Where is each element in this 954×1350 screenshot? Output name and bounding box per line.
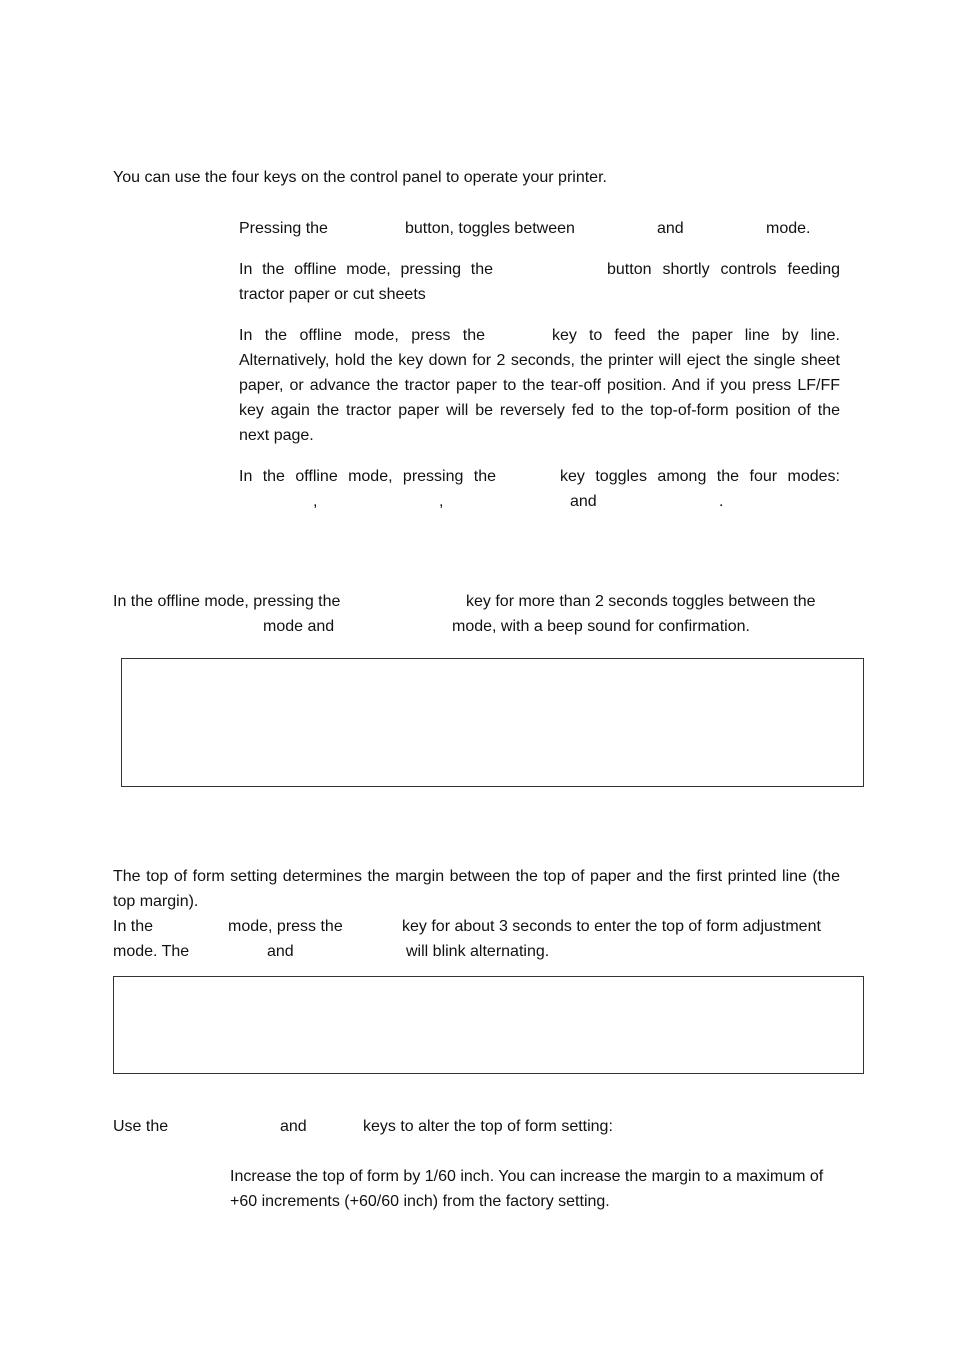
quiet-text-1: In the offline mode, pressing the bbox=[113, 593, 341, 610]
load-text-3: tractor paper or cut sheets bbox=[239, 286, 426, 303]
load-text-2: button shortly controls feeding bbox=[607, 261, 840, 278]
quiet-text-3: mode and bbox=[263, 618, 335, 635]
font-text-2: key toggles among the four modes: bbox=[560, 468, 840, 485]
adjust-text-3: keys to alter the top of form setting: bbox=[363, 1118, 613, 1135]
tof-text-1: The top of form setting determines the margin between the top of paper and the first printed line (the top margin). bbox=[113, 868, 840, 910]
font-period: . bbox=[719, 493, 724, 510]
tof-text-3b: and bbox=[267, 943, 294, 960]
lfff-text-2: key to feed the paper line by line. bbox=[552, 327, 840, 344]
load-text-1: In the offline mode, pressing the bbox=[239, 261, 493, 278]
online-text-3: and bbox=[657, 220, 684, 237]
online-text-2: button, toggles between bbox=[405, 220, 575, 237]
adjust-text-1: Use the bbox=[113, 1118, 169, 1135]
font-text-1: In the offline mode, pressing the bbox=[239, 468, 496, 485]
adjust-increase-text: Increase the top of form by 1/60 inch. You can increase the margin to a maximum of +60 increments (+60/60 inch) from the factory setting. bbox=[230, 1168, 824, 1210]
online-text-4: mode. bbox=[766, 220, 811, 237]
tof-text-2a: In the bbox=[113, 918, 154, 935]
online-text-1: Pressing the bbox=[239, 220, 328, 237]
note-box-2 bbox=[113, 976, 864, 1074]
font-and: and bbox=[570, 493, 597, 510]
note-box-1 bbox=[121, 658, 864, 787]
quiet-text-2: key for more than 2 seconds toggles between the bbox=[466, 593, 816, 610]
intro-text: You can use the four keys on the control panel to operate your printer. bbox=[113, 169, 607, 186]
lfff-text-1: In the offline mode, press the bbox=[239, 327, 485, 344]
tof-text-2b: mode, press the bbox=[228, 918, 343, 935]
adjust-text-2: and bbox=[280, 1118, 307, 1135]
font-comma-2: , bbox=[439, 493, 444, 510]
tof-text-3a: mode. The bbox=[113, 943, 190, 960]
font-comma-1: , bbox=[313, 493, 318, 510]
tof-text-3c: will blink alternating. bbox=[406, 943, 550, 960]
quiet-text-4: mode, with a beep sound for confirmation. bbox=[452, 618, 750, 635]
lfff-text-rest: Alternatively, hold the key down for 2 seconds, the printer will eject the single sheet paper, or advance the tractor paper to the tear-off position. And if you press LF/FF key again the tractor paper will be reversely fed to the top-of-form position of the next page. bbox=[239, 352, 840, 444]
tof-text-2c: key for about 3 seconds to enter the top of form adjustment bbox=[402, 918, 821, 935]
